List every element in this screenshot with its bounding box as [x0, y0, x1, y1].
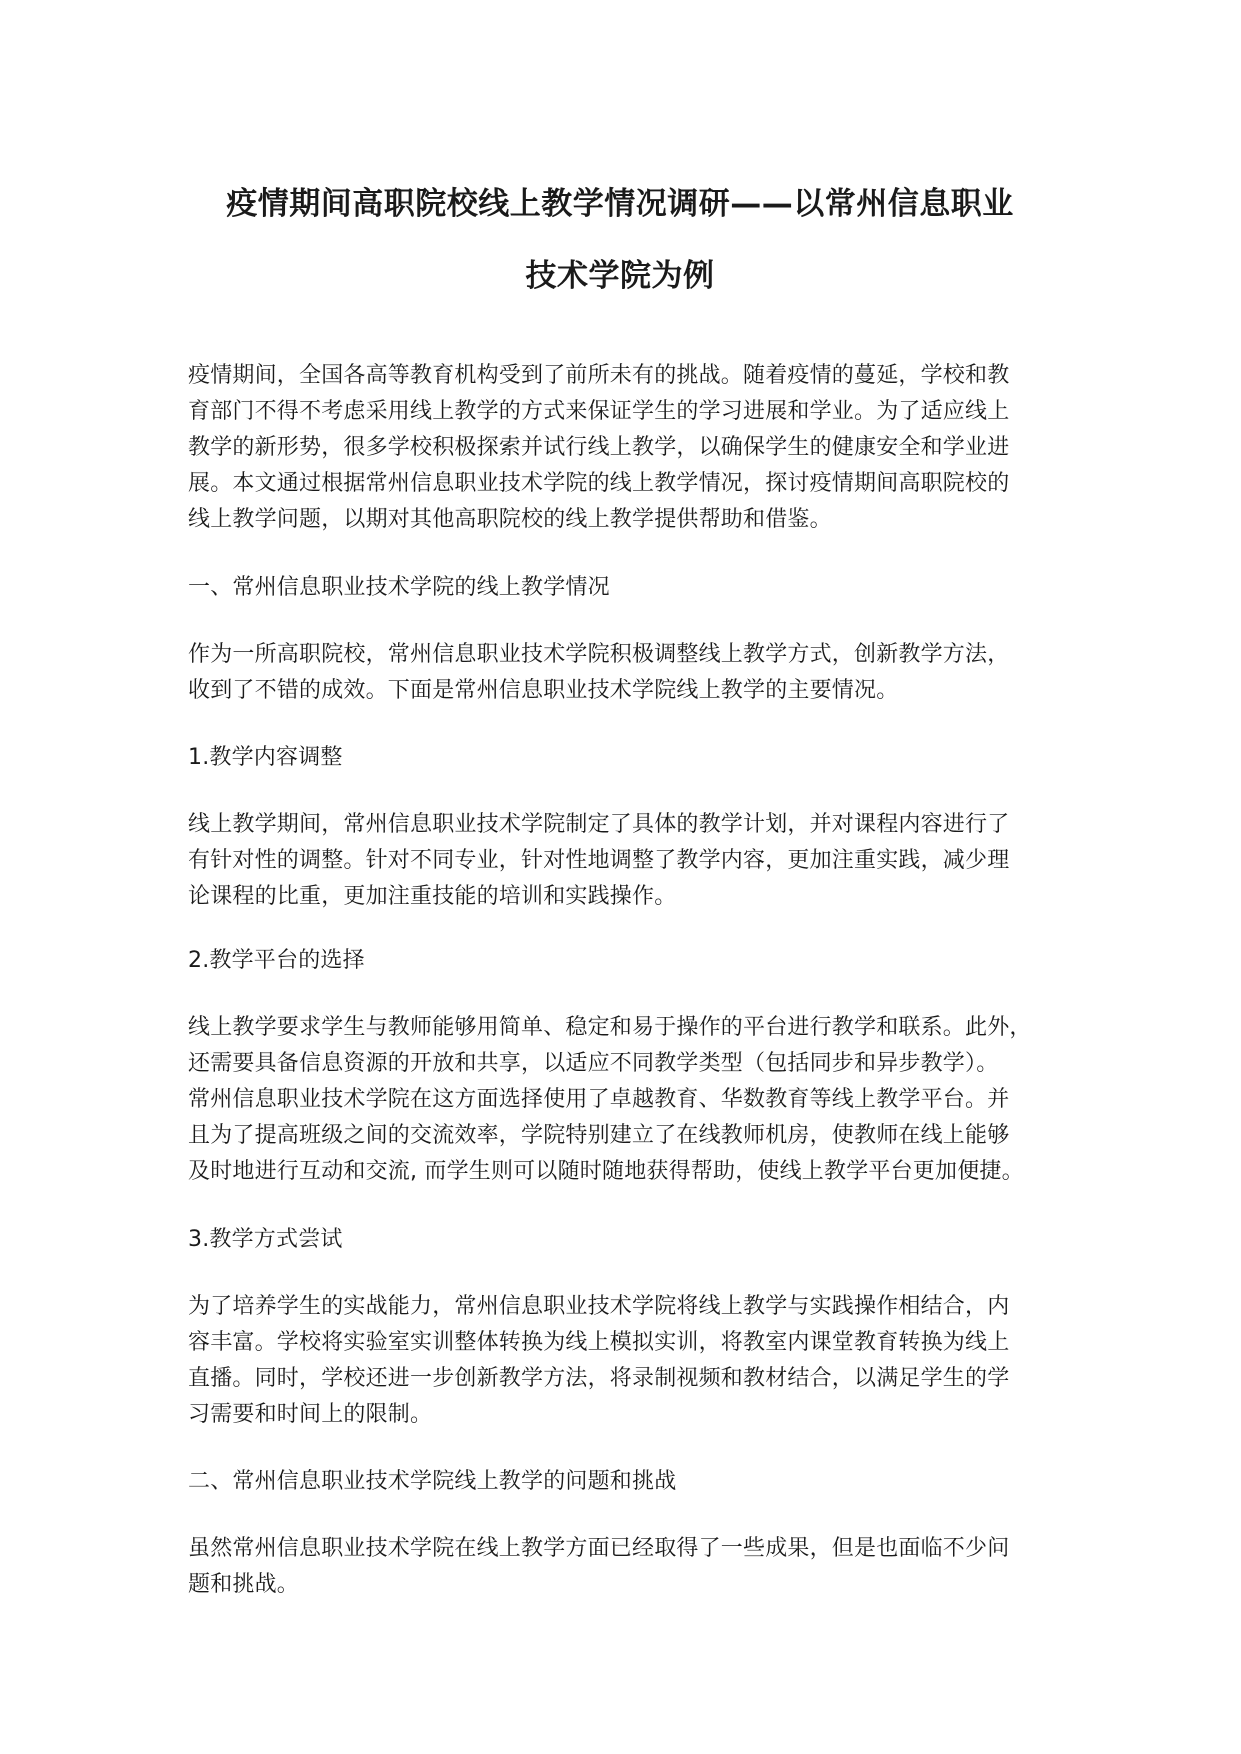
- paragraph-line: 有针对性的调整。针对不同专业，针对性地调整了教学内容，更加注重实践，减少理: [188, 848, 1010, 873]
- paragraph-line: 且为了提高班级之间的交流效率，学院特别建立了在线教师机房，使教师在线上能够: [188, 1123, 1010, 1148]
- section-heading: 二、常州信息职业技术学院线上教学的问题和挑战: [188, 1469, 677, 1494]
- paragraph-line: 为了培养学生的实战能力，常州信息职业技术学院将线上教学与实践操作相结合，内: [188, 1294, 1010, 1319]
- paragraph-line: 展。本文通过根据常州信息职业技术学院的线上教学情况，探讨疫情期间高职院校的: [188, 471, 1010, 496]
- document-title-line-2: 技术学院为例: [525, 258, 715, 294]
- paragraph-line: 习需要和时间上的限制。: [188, 1402, 433, 1427]
- section-heading: 一、常州信息职业技术学院的线上教学情况: [188, 575, 610, 600]
- paragraph-line: 作为一所高职院校，常州信息职业技术学院积极调整线上教学方式，创新教学方法，: [188, 642, 1010, 667]
- paragraph-line: 直播。同时，学校还进一步创新教学方法，将录制视频和教材结合，以满足学生的学: [188, 1366, 1010, 1391]
- paragraph-line: 育部门不得不考虑采用线上教学的方式来保证学生的学习进展和学业。为了适应线上: [188, 399, 1010, 424]
- subsection-heading: 2.教学平台的选择: [188, 948, 365, 973]
- document-title-line-1: 疫情期间高职院校线上教学情况调研——以常州信息职业: [226, 186, 1014, 222]
- paragraph-line: 疫情期间，全国各高等教育机构受到了前所未有的挑战。随着疫情的蔓延，学校和教: [188, 363, 1010, 388]
- paragraph-line: 线上教学期间，常州信息职业技术学院制定了具体的教学计划，并对课程内容进行了: [188, 812, 1010, 837]
- paragraph-line: 教学的新形势，很多学校积极探索并试行线上教学，以确保学生的健康安全和学业进: [188, 435, 1010, 460]
- paragraph-line: 论课程的比重，更加注重技能的培训和实践操作。: [188, 884, 677, 909]
- paragraph-line: 线上教学问题，以期对其他高职院校的线上教学提供帮助和借鉴。: [188, 507, 832, 532]
- paragraph-line: 及时地进行互动和交流, 而学生则可以随时随地获得帮助，使线上教学平台更加便捷。: [188, 1159, 1024, 1184]
- paragraph-line: 容丰富。学校将实验室实训整体转换为线上模拟实训，将教室内课堂教育转换为线上: [188, 1330, 1010, 1355]
- paragraph-line: 还需要具备信息资源的开放和共享，以适应不同教学类型（包括同步和异步教学）。: [188, 1051, 999, 1076]
- paragraph-line: 虽然常州信息职业技术学院在线上教学方面已经取得了一些成果，但是也面临不少问: [188, 1536, 1010, 1561]
- paragraph-line: 收到了不错的成效。下面是常州信息职业技术学院线上教学的主要情况。: [188, 678, 899, 703]
- subsection-heading: 3.教学方式尝试: [188, 1227, 343, 1252]
- paragraph-line: 线上教学要求学生与教师能够用简单、稳定和易于操作的平台进行教学和联系。此外，: [188, 1015, 1032, 1040]
- paragraph-line: 题和挑战。: [188, 1572, 300, 1597]
- paragraph-line: 常州信息职业技术学院在这方面选择使用了卓越教育、华数教育等线上教学平台。并: [188, 1087, 1010, 1112]
- subsection-heading: 1.教学内容调整: [188, 745, 343, 770]
